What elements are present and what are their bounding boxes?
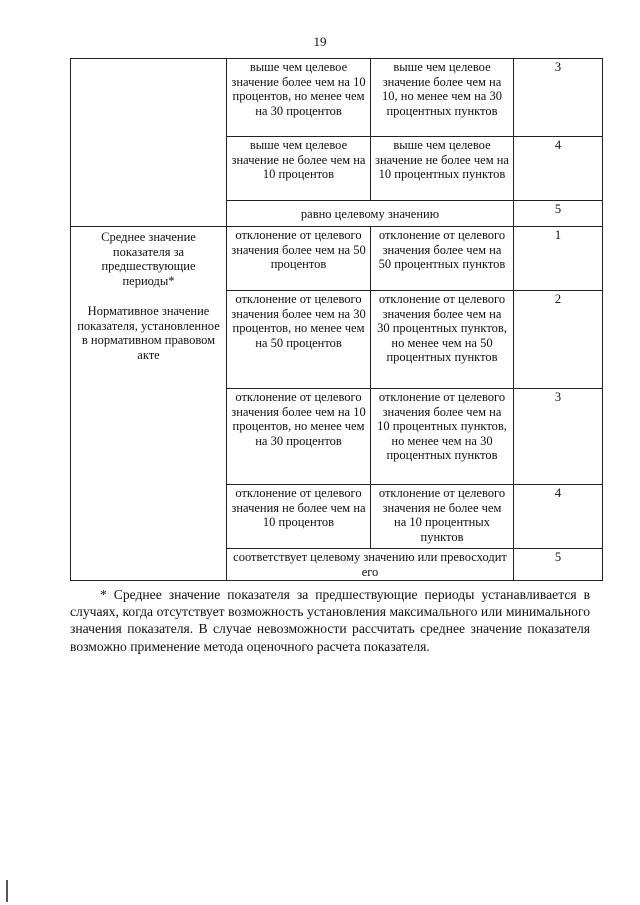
criterion-label-average: Среднее значение показателя за предшествующие периоды* (101, 230, 196, 288)
cell-score: 2 (514, 291, 603, 389)
criterion-label-normative: Нормативное значение показателя, установленное в нормативном правовом акте (77, 304, 220, 362)
score-table (70, 58, 603, 581)
cell-absolute-deviation: отклонение от целевого значения более чем на 10 процентных пунктов, но менее чем на 30 процентных пунктов (371, 389, 514, 485)
cell-merged-deviation: соответствует целевому значению или превосходит его (227, 549, 514, 581)
cell-absolute-deviation: выше чем целевое значение не более чем на 10 процентных пунктов (371, 137, 514, 201)
cell-absolute-deviation: отклонение от целевого значения не более чем на 10 процентных пунктов (371, 485, 514, 549)
cell-score: 3 (514, 59, 603, 137)
cell-relative-deviation: отклонение от целевого значения более чем на 50 процентов (227, 227, 371, 291)
cell-relative-deviation: отклонение от целевого значения более чем на 10 процентов, но менее чем на 30 процентов (227, 389, 371, 485)
table-row (71, 59, 603, 137)
empty-criterion-cell (71, 59, 227, 227)
table-row (71, 227, 603, 291)
cell-merged-deviation: равно целевому значению (227, 201, 514, 227)
page-number: 19 (313, 34, 327, 49)
cell-score: 1 (514, 227, 603, 291)
criterion-cell (71, 227, 227, 581)
footnote: * Среднее значение показателя за предшествующие периоды устанавливается в случаях, когда отсутствует возможность установления максимального или минимального значения показателя. В случае невозможности рассчитать среднее значение показателя возможно применение метода оценочного расчета показателя. (70, 587, 590, 654)
cell-absolute-deviation: выше чем целевое значение более чем на 10, но менее чем на 30 процентных пунктов (371, 59, 514, 137)
cell-relative-deviation: выше чем целевое значение не более чем на 10 процентов (227, 137, 371, 201)
cell-absolute-deviation: отклонение от целевого значения более чем на 30 процентных пунктов, но менее чем на 50 процентных пунктов (371, 291, 514, 389)
scan-edge-mark (6, 880, 8, 902)
cell-relative-deviation: отклонение от целевого значения не более чем на 10 процентов (227, 485, 371, 549)
cell-score: 4 (514, 485, 603, 549)
cell-relative-deviation: отклонение от целевого значения более чем на 30 процентов, но менее чем на 50 процентов (227, 291, 371, 389)
cell-score: 4 (514, 137, 603, 201)
cell-score: 5 (514, 201, 603, 227)
cell-absolute-deviation: отклонение от целевого значения более чем на 50 процентных пунктов (371, 227, 514, 291)
cell-relative-deviation: выше чем целевое значение более чем на 10 процентов, но менее чем на 30 процентов (227, 59, 371, 137)
cell-score: 5 (514, 549, 603, 581)
cell-score: 3 (514, 389, 603, 485)
